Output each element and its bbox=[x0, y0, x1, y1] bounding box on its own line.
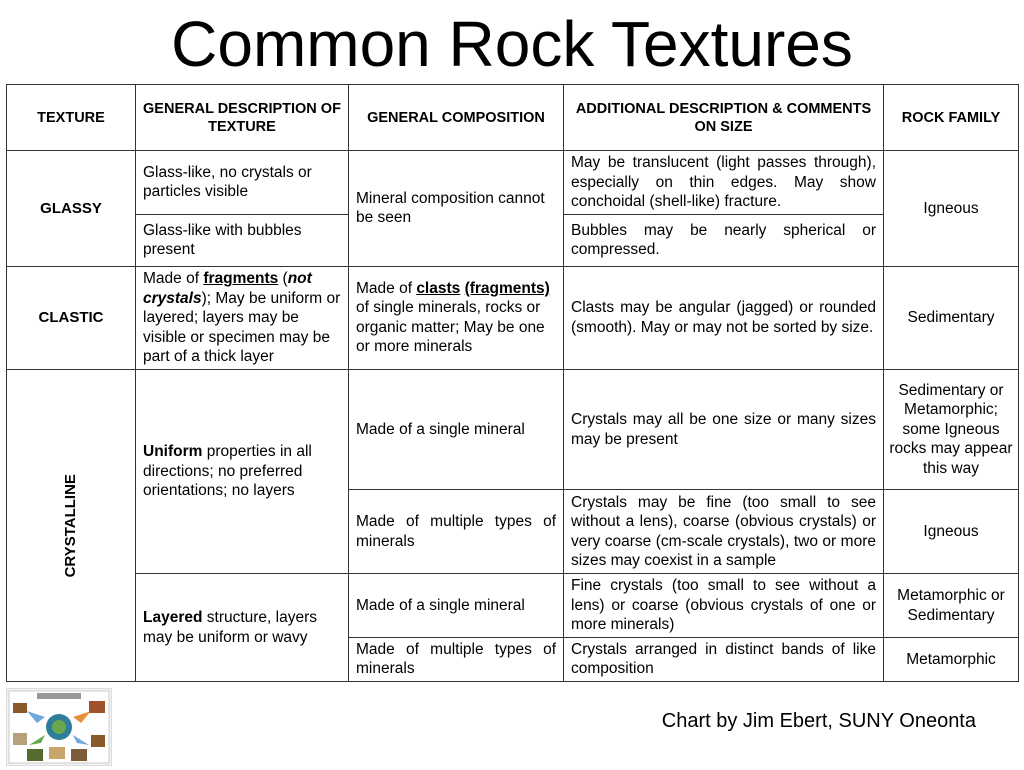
chart-credit: Chart by Jim Ebert, SUNY Oneonta bbox=[661, 710, 976, 732]
header-general-composition: GENERAL COMPOSITION bbox=[349, 85, 564, 151]
table-row-crystalline-3 bbox=[7, 574, 1019, 638]
header-general-description: GENERAL DESCRIPTION OF TEXTURE bbox=[136, 85, 349, 151]
crystalline-comment-2: Crystals may be fine (too small to see without a lens), coarse (obvious crystals) or very coarse (cm-scale crystals), two or more sizes may coexist in a sample bbox=[564, 490, 884, 574]
rock-cycle-thumbnail bbox=[6, 688, 112, 766]
crystalline-composition-4: Made of multiple types of minerals bbox=[349, 637, 564, 681]
clastic-desc-text-1: Made of bbox=[143, 270, 204, 288]
clastic-comp-text-2: of single minerals, rocks or organic matter; May be one or more minerals bbox=[356, 299, 545, 356]
crystalline-comment-1: Crystals may all be one size or many sizes may be present bbox=[564, 369, 884, 489]
crystalline-layered-rest: structure, layers may be uniform or wavy bbox=[143, 609, 318, 646]
clastic-comment: Clasts may be angular (jagged) or rounded (smooth). May or may not be sorted by size. bbox=[564, 266, 884, 369]
page-title: Common Rock Textures bbox=[171, 8, 853, 80]
glassy-comment-1: May be translucent (light passes through), especially on thin edges. May show conchoidal (shell-like) fracture. bbox=[564, 151, 884, 215]
clastic-desc-text-2: ( bbox=[278, 270, 288, 288]
clastic-rock-family: Sedimentary bbox=[884, 266, 1019, 369]
table-row-crystalline-1 bbox=[7, 369, 1019, 489]
crystalline-rock-family-3: Metamorphic or Sedimentary bbox=[884, 574, 1019, 638]
clastic-comp-clasts: clasts bbox=[416, 279, 461, 297]
table-row-glassy-1 bbox=[7, 151, 1019, 215]
texture-crystalline bbox=[7, 369, 136, 681]
glassy-comment-2: Bubbles may be nearly spherical or compressed. bbox=[564, 214, 884, 266]
crystalline-layered-bold: Layered bbox=[143, 609, 203, 627]
rock-cycle-diagram-icon bbox=[7, 689, 111, 765]
texture-crystalline-label: CRYSTALLINE bbox=[62, 473, 80, 578]
glassy-description-2: Glass-like with bubbles present bbox=[136, 214, 349, 266]
glassy-rock-family: Igneous bbox=[884, 151, 1019, 267]
header-additional-description: ADDITIONAL DESCRIPTION & COMMENTS ON SIZE bbox=[564, 85, 884, 151]
glassy-description-1: Glass-like, no crystals or particles visible bbox=[136, 151, 349, 215]
crystalline-layered-description bbox=[136, 574, 349, 682]
crystalline-comment-4: Crystals arranged in distinct bands of like composition bbox=[564, 637, 884, 681]
clastic-comp-fragments: (fragments) bbox=[464, 279, 550, 297]
crystalline-uniform-description bbox=[136, 369, 349, 573]
glassy-composition: Mineral composition cannot be seen bbox=[349, 151, 564, 267]
crystalline-composition-2: Made of multiple types of minerals bbox=[349, 490, 564, 574]
crystalline-rock-family-4: Metamorphic bbox=[884, 637, 1019, 681]
clastic-desc-text-3: ); May be uniform or layered; layers may be visible or specimen may be part of a thick layer bbox=[143, 289, 341, 366]
crystalline-uniform-rest: properties in all directions; no preferred orientations; no layers bbox=[143, 443, 312, 500]
texture-clastic: CLASTIC bbox=[7, 266, 136, 369]
header-texture: TEXTURE bbox=[7, 85, 136, 151]
crystalline-composition-1: Made of a single mineral bbox=[349, 369, 564, 489]
header-row bbox=[7, 85, 1019, 151]
clastic-description bbox=[136, 266, 349, 369]
clastic-desc-crystals: crystals bbox=[143, 289, 202, 307]
crystalline-uniform-bold: Uniform bbox=[143, 443, 203, 461]
table-row-clastic bbox=[7, 266, 1019, 369]
rock-textures-table bbox=[6, 84, 1019, 682]
clastic-comp-text-1: Made of bbox=[356, 279, 417, 297]
clastic-desc-fragments: fragments bbox=[203, 270, 279, 288]
header-rock-family: ROCK FAMILY bbox=[884, 85, 1019, 151]
clastic-composition bbox=[349, 266, 564, 369]
clastic-desc-not: not bbox=[287, 270, 312, 288]
crystalline-rock-family-1: Sedimentary or Metamorphic; some Igneous rocks may appear this way bbox=[884, 369, 1019, 489]
crystalline-composition-3: Made of a single mineral bbox=[349, 574, 564, 638]
crystalline-comment-3: Fine crystals (too small to see without a lens) or coarse (obvious crystals of one or more minerals) bbox=[564, 574, 884, 638]
crystalline-rock-family-2: Igneous bbox=[884, 490, 1019, 574]
texture-glassy: GLASSY bbox=[7, 151, 136, 267]
